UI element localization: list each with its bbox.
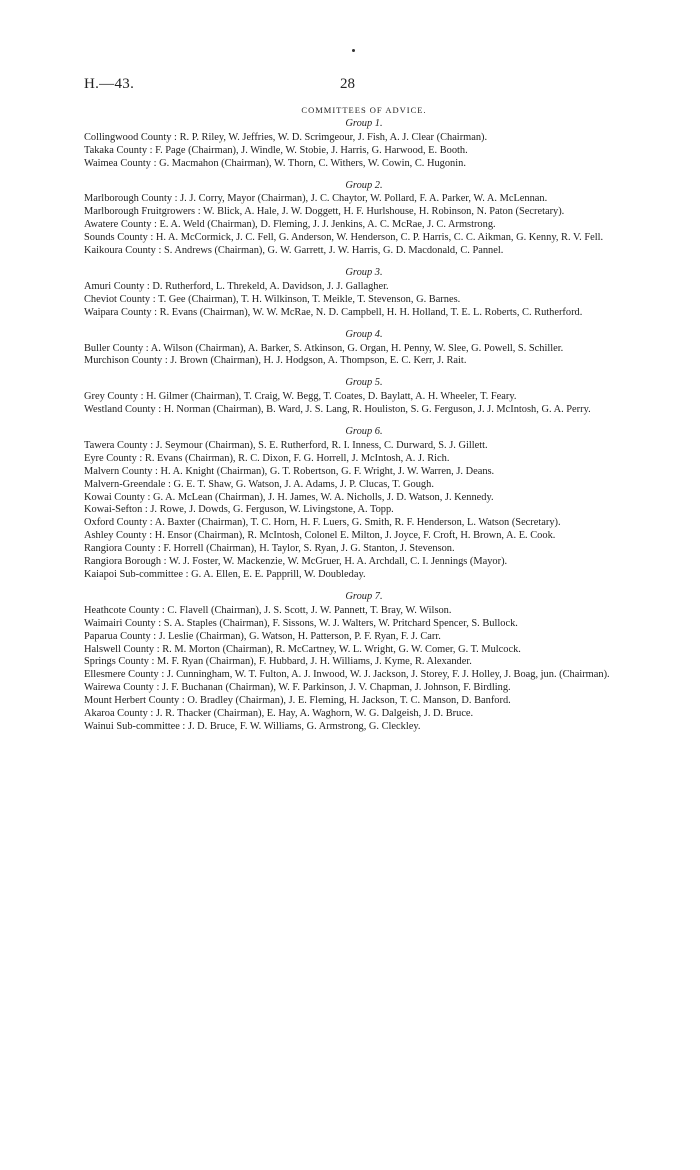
committee-members: H. A. McCormick, J. C. Fell, G. Anderson, W. Henderson, C. P. Harris, C. C. Aikman, G. Kenny, R. V. Fell. xyxy=(155,232,604,244)
committee-entry xyxy=(84,132,644,145)
committee-entry xyxy=(84,453,644,466)
committee-name: Mount Herbert County : xyxy=(84,695,185,707)
committee-entry xyxy=(84,644,644,657)
group-heading: Group 6. xyxy=(345,426,383,438)
committee-members: H. Gilmer (Chairman), T. Craig, W. Begg, T. Coates, D. Baylatt, A. H. Wheeler, T. Feary. xyxy=(146,391,517,403)
committee-members: J. J. Corry, Mayor (Chairman), J. C. Chaytor, W. Pollard, F. A. Parker, W. A. McLennan. xyxy=(180,193,548,205)
committee-members: G. Macmahon (Chairman), W. Thorn, C. Withers, W. Cowin, C. Hugonin. xyxy=(159,157,466,169)
committee-entry xyxy=(84,695,644,708)
committee-entry xyxy=(84,307,644,320)
committee-entry xyxy=(84,479,644,492)
committee-members: O. Bradley (Chairman), J. E. Fleming, H. Jackson, T. C. Manson, D. Banford. xyxy=(187,695,511,707)
section-title: COMMITTEES OF ADVICE. xyxy=(301,105,427,115)
group-heading: Group 4. xyxy=(345,328,383,340)
committee-name: Collingwood County : xyxy=(84,131,177,143)
committee-entry xyxy=(84,294,644,307)
committee-name: Kowai-Sefton : xyxy=(84,504,148,516)
committee-entry xyxy=(84,631,644,644)
committee-members: S. Andrews (Chairman), G. W. Garrett, J. W. Harris, G. D. Macdonald, C. Pannel. xyxy=(163,245,504,257)
group-heading: Group 2. xyxy=(345,179,383,191)
committee-name: Buller County : xyxy=(84,342,149,354)
committee-members: C. Flavell (Chairman), J. S. Scott, J. W. Pannett, T. Bray, W. Wilson. xyxy=(167,604,452,616)
committee-members: H. Ensor (Chairman), R. McIntosh, Colonel E. Milton, J. Joyce, F. Croft, H. Brown, A. E. Cook. xyxy=(154,530,556,542)
committee-members: G. A. Ellen, E. E. Papprill, W. Doubleday. xyxy=(191,569,366,580)
committee-members: R. Evans (Chairman), R. C. Dixon, F. G. Horrell, J. McIntosh, A. J. Rich. xyxy=(144,452,450,464)
committee-name: Wainui Sub-committee : xyxy=(84,720,186,732)
committee-name: Tawera County : xyxy=(84,439,154,451)
print-speck xyxy=(352,49,355,52)
committee-members: D. Rutherford, L. Threkeld, A. Davidson, J. J. Gallagher. xyxy=(152,280,389,292)
committee-members: S. A. Staples (Chairman), F. Sissons, W. J. Walters, W. Pritchard Spencer, S. Bullock. xyxy=(163,617,518,629)
committee-name: Grey County : xyxy=(84,391,144,403)
committee-name: Springs County : xyxy=(84,656,155,668)
committee-name: Kowai County : xyxy=(84,491,151,503)
committee-name: Amuri County : xyxy=(84,280,150,292)
committee-name: Westland County : xyxy=(84,404,162,416)
committee-members: J. D. Bruce, F. W. Williams, G. Armstrong, G. Cleckley. xyxy=(187,720,421,732)
committee-entry xyxy=(84,605,644,618)
committee-members: G. A. McLean (Chairman), J. H. James, W. A. Nicholls, J. D. Watson, J. Kennedy. xyxy=(153,491,494,503)
committee-name: Malvern-Greendale : xyxy=(84,478,171,490)
committee-entry xyxy=(84,440,644,453)
committee-name: Takaka County : xyxy=(84,144,153,156)
committee-members: W. Blick, A. Hale, J. W. Doggett, H. F. Hurlshouse, H. Robinson, N. Paton (Secretary). xyxy=(203,206,565,218)
committee-entry xyxy=(84,618,644,631)
group-heading: Group 7. xyxy=(345,590,383,602)
committee-name: Ashley County : xyxy=(84,530,153,542)
committee-entry xyxy=(84,721,644,734)
committee-name: Ellesmere County : xyxy=(84,669,165,681)
committee-members: T. Gee (Chairman), T. H. Wilkinson, T. Meikle, T. Stevenson, G. Barnes. xyxy=(158,293,461,305)
committee-name: Waipara County : xyxy=(84,306,158,318)
committee-name: Sounds County : xyxy=(84,232,154,244)
committee-entry xyxy=(84,682,644,695)
committee-members: M. F. Ryan (Chairman), F. Hubbard, J. H. Williams, J. Kyme, R. Alexander. xyxy=(157,656,472,668)
committee-members: R. P. Riley, W. Jeffries, W. D. Scrimgeour, J. Fish, A. J. Clear (Chairman). xyxy=(179,131,488,143)
committee-members: R. M. Morton (Chairman), R. McCartney, W. L. Wright, G. W. Comer, G. T. Mulcock. xyxy=(162,643,521,655)
group-heading: Group 1. xyxy=(345,117,383,129)
committee-entry xyxy=(84,530,644,543)
committee-members: J. R. Thacker (Chairman), E. Hay, A. Waghorn, W. G. Dalgeish, J. D. Bruce. xyxy=(155,708,474,720)
committee-name: Wairewa County : xyxy=(84,682,160,694)
committee-entry xyxy=(84,281,644,294)
committee-name: Akaroa County : xyxy=(84,708,154,720)
committee-members: E. A. Weld (Chairman), D. Fleming, J. J. Jenkins, A. C. McRae, J. C. Armstrong. xyxy=(159,219,496,231)
committee-entry xyxy=(84,708,644,721)
committee-name: Rangiora Borough : xyxy=(84,556,167,568)
committee-members: J. F. Buchanan (Chairman), W. F. Parkinson, J. V. Chapman, J. Johnson, F. Birdling. xyxy=(161,682,511,694)
committee-name: Cheviot County : xyxy=(84,293,156,305)
committee-entry xyxy=(84,206,644,219)
committee-entry xyxy=(84,355,644,368)
committee-name: Kaikoura County : xyxy=(84,245,162,257)
committee-name: Paparua County : xyxy=(84,630,157,642)
committee-members: J. Seymour (Chairman), S. E. Rutherford, R. I. Inness, C. Durward, S. J. Gillett. xyxy=(155,439,488,451)
page-number: 28 xyxy=(340,76,355,92)
committee-entry xyxy=(84,343,644,356)
committee-name: Halswell County : xyxy=(84,643,160,655)
committee-entry xyxy=(84,543,644,556)
committee-name: Murchison County : xyxy=(84,355,168,367)
committee-entry xyxy=(84,504,644,517)
document-body xyxy=(84,104,644,734)
committee-members: F. Horrell (Chairman), H. Taylor, S. Ryan, J. G. Stanton, J. Stevenson. xyxy=(163,543,455,555)
committee-entry xyxy=(84,656,644,669)
committee-entry xyxy=(84,404,644,417)
committee-members: G. E. T. Shaw, G. Watson, J. A. Adams, J. P. Clucas, T. Gough. xyxy=(173,478,434,490)
committee-entry xyxy=(84,232,644,245)
committee-entry xyxy=(84,193,644,206)
committee-entry xyxy=(84,158,644,171)
committee-members: A. Baxter (Chairman), T. C. Horn, H. F. Luers, G. Smith, R. F. Henderson, L. Watson (Secretary). xyxy=(154,517,561,529)
committee-members: R. Evans (Chairman), W. W. McRae, N. D. Campbell, H. H. Holland, T. E. L. Roberts, C. Rutherford. xyxy=(159,306,583,318)
committee-entry xyxy=(84,245,644,258)
committee-name: Waimea County : xyxy=(84,157,157,169)
committee-name: Rangiora County : xyxy=(84,543,161,555)
committee-name: Oxford County : xyxy=(84,517,153,529)
committee-entry xyxy=(84,556,644,569)
committee-name: Awatere County : xyxy=(84,219,157,231)
committee-name: Heathcote County : xyxy=(84,604,165,616)
group-heading: Group 3. xyxy=(345,266,383,278)
committee-members: J. Rowe, J. Dowds, G. Ferguson, W. Livingstone, A. Topp. xyxy=(150,504,394,516)
committee-entry xyxy=(84,569,644,582)
committee-name: Eyre County : xyxy=(84,452,143,464)
committee-members: J. Brown (Chairman), H. J. Hodgson, A. Thompson, E. C. Kerr, J. Rait. xyxy=(170,355,467,367)
committee-members: H. A. Knight (Chairman), G. T. Robertson, G. F. Wright, J. W. Warren, J. Deans. xyxy=(160,465,495,477)
committee-members: A. Wilson (Chairman), A. Barker, S. Atkinson, G. Organ, H. Penny, W. Slee, G. Powell, S. Schiller. xyxy=(150,342,564,354)
committee-name: Waimairi County : xyxy=(84,617,162,629)
committee-members: W. J. Foster, W. Mackenzie, W. McGruer, H. A. Archdall, C. I. Jennings (Mayor). xyxy=(168,556,508,568)
committee-entry xyxy=(84,466,644,479)
committee-entry xyxy=(84,219,644,232)
committee-members: J. Cunningham, W. T. Fulton, A. J. Inwood, W. J. Jackson, J. Storey, F. J. Holley, J. Boag, jun. (Chairman). xyxy=(166,669,610,681)
committee-entry xyxy=(84,669,644,682)
committee-name: Marlborough County : xyxy=(84,193,178,205)
committee-entry xyxy=(84,492,644,505)
committee-members: F. Page (Chairman), J. Windle, W. Stobie, J. Harris, G. Harwood, E. Booth. xyxy=(155,144,468,156)
committee-members: H. Norman (Chairman), B. Ward, J. S. Lang, R. Houliston, S. G. Ferguson, J. J. McIntosh, G. A. Perry. xyxy=(163,404,591,416)
group-heading: Group 5. xyxy=(345,377,383,389)
committee-members: J. Leslie (Chairman), G. Watson, H. Patterson, P. F. Ryan, F. J. Carr. xyxy=(158,630,441,642)
committee-entry xyxy=(84,391,644,404)
committee-entry xyxy=(84,145,644,158)
committee-entry xyxy=(84,517,644,530)
committee-name: Marlborough Fruitgrowers : xyxy=(84,206,201,218)
page-reference: H.—43. xyxy=(84,76,135,92)
committee-name: Kaiapoi Sub-committee : xyxy=(84,569,189,580)
committee-name: Malvern County : xyxy=(84,465,158,477)
